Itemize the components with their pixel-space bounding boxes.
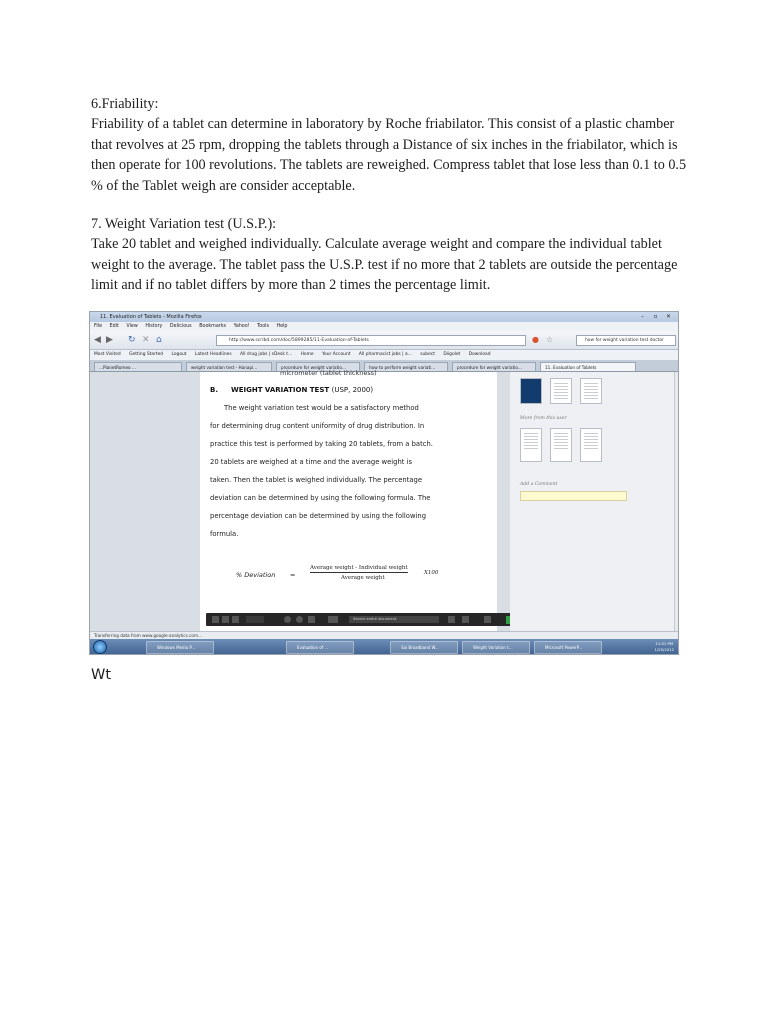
section-title [231,386,373,394]
formula-lhs: % Deviation [236,571,276,579]
zoom-in-icon [296,616,303,623]
menu-bookmarks: Bookmarks [199,324,227,329]
menu-help: Help [276,324,288,329]
forward-icon: ▶ [106,335,113,345]
page-icon [222,616,229,623]
section-6-body: Friability of a tablet can determine in laboratory by Roche friabilator. This consist of a plastic chamber that revolves at 25 rpm, dropping the tablets through a Distance of six inches in the friabilator, which is then operate for 100 revolutions. The tablets are reweighed. Compress tablet that lose less than 0.1 to 0.5 % of the Tablet weigh are consider acceptable. [91,116,687,194]
document-thumbnail [580,428,602,462]
section-title-text: WEIGHT VARIATION TEST [231,386,330,394]
bookmark-star-icon: ☆ [546,335,554,344]
bookmark-item: All pharmacist jobs | a... [358,352,412,357]
add-comment-label: Add a Comment [520,482,558,487]
taskbar-clock [655,641,674,653]
search-bar: how for weight variation test doctor [576,335,676,346]
formula-numerator: Average weight - Individual weight [310,565,408,571]
sidebar [510,372,679,631]
maximize-icon: ▫ [653,313,658,320]
start-button-icon [93,640,107,654]
addon-icon: ● [532,335,539,344]
embed-icon [462,616,469,623]
embedded-browser-screenshot [89,311,679,655]
bookmark-item: All drug jobs | sDesk t... [240,352,293,357]
clock-date: 1/25/2012 [654,647,674,652]
page-icon [212,616,219,623]
section-7-body: Take 20 tablet and weighed individually. Calculate average weight and compare the individual tablet weight to the average. The tablet pass the U.S.P. test if no more that 2 tablets are outside the percentage limit and if no tablet differs by more than 2 times the percentage limit. [91,236,678,294]
browser-content [90,369,679,631]
more-from-user-label: More from this user [520,416,567,421]
section-source: (USP, 2000) [331,386,374,394]
document-thumbnail [520,428,542,462]
bookmark-item: Most Visited [94,352,121,357]
url-bar: http://www.scribd.com/doc/5899285/11-Evaluation-of-Tablets [216,335,526,346]
browser-tab: how to perform weight variati... [364,362,448,372]
menu-view: View [126,324,138,329]
doc-line: deviation can be determined by using the following formula. The [210,494,431,502]
bookmark-item: Latest Headlines [194,352,232,357]
window-title: 11. Evaluation of Tablets - Mozilla Firefox [100,314,202,320]
document-viewer-toolbar [206,613,558,626]
scrollbar [674,372,679,631]
clock-time: 11:51 PM [655,641,674,646]
trailing-text: Wt [91,667,112,683]
taskbar-item: Weight Variation t... [462,641,530,654]
close-icon: ✕ [665,313,672,320]
search-icon [328,616,338,623]
navigation-toolbar [90,331,678,350]
document-search-input: Search entire document [349,616,439,623]
back-icon: ◀ [94,335,101,345]
page-icon [232,616,239,623]
doc-line: practice this test is performed by taking 20 tablets, from a batch. [210,440,433,448]
bookmark-item: subect [420,352,435,357]
section-6-heading: 6.Friability: [91,96,159,112]
menu-history: History [145,324,163,329]
menu-file: File [94,324,103,329]
share-icon [448,616,455,623]
formula-equals: = [290,571,296,579]
taskbar-item: Sai Broadband W... [390,641,458,654]
zoom-out-icon [284,616,291,623]
menu-delicious: Delicious [169,324,192,329]
doc-line: formula. [210,530,239,538]
window-controls [636,313,675,321]
taskbar-item: Evaluation of ... [286,641,354,654]
formula-multiplier: X100 [424,570,439,576]
minimize-icon: – [641,313,644,320]
doc-line: taken. Then the tablet is weighed individually. The percentage [210,476,423,484]
doc-line: percentage deviation can be determined by using the following [210,512,427,520]
menu-bar [90,322,678,331]
section-letter: B. [210,386,218,394]
menu-yahoo: Yahoo! [233,324,250,329]
cut-off-text: micrometer (tablet thickness) [280,369,377,377]
home-icon: ⌂ [156,335,162,345]
menu-edit: Edit [109,324,119,329]
bookmarks-toolbar [90,350,678,360]
fullscreen-icon [308,616,315,623]
page-number-box [246,616,264,623]
menu-tools: Tools [257,324,269,329]
tab-strip [90,360,678,372]
browser-tab: weight variation test - Hanapi... [186,362,272,372]
status-text: Transferring data from www.google-analytics.com... [94,633,203,638]
document-thumbnail [580,378,602,404]
taskbar-item: Windows Media P... [146,641,214,654]
reload-icon: ↻ [128,335,136,345]
bookmark-item: Logout [171,352,187,357]
section-7-heading: 7. Weight Variation test (U.S.P.): [91,216,277,232]
document-thumbnail [550,428,572,462]
bookmark-item: Download [468,352,491,357]
print-icon [484,616,491,623]
browser-tab: ...PlanetRomeo ... [94,362,182,372]
formula-denominator: Average weight [341,575,385,581]
doc-line: for determining drug content uniformity of drug distribution. In [210,422,425,430]
doc-line: 20 tablets are weighed at a time and the average weight is [210,458,413,466]
comment-input [520,491,627,501]
document-thumbnail [550,378,572,404]
bookmark-item: Your Account [321,352,351,357]
browser-tab-active: 11. Evaluation of Tablets [540,362,636,372]
taskbar-item: Microsoft PowerP... [534,641,602,654]
bookmark-item: Getting Started [129,352,164,357]
bookmark-item: Home [300,352,314,357]
doc-line: The weight variation test would be a satisfactory method [224,404,419,412]
bookmark-item: Diigolet [443,352,461,357]
stop-icon: ✕ [142,335,150,345]
browser-tab: procedure for weight variatio... [276,362,360,372]
document-page [200,369,497,631]
windows-taskbar [90,639,678,655]
status-bar [90,631,678,639]
document-thumbnail [520,378,542,404]
browser-tab: procedure for weight variatio... [452,362,536,372]
window-title-bar [90,312,678,322]
